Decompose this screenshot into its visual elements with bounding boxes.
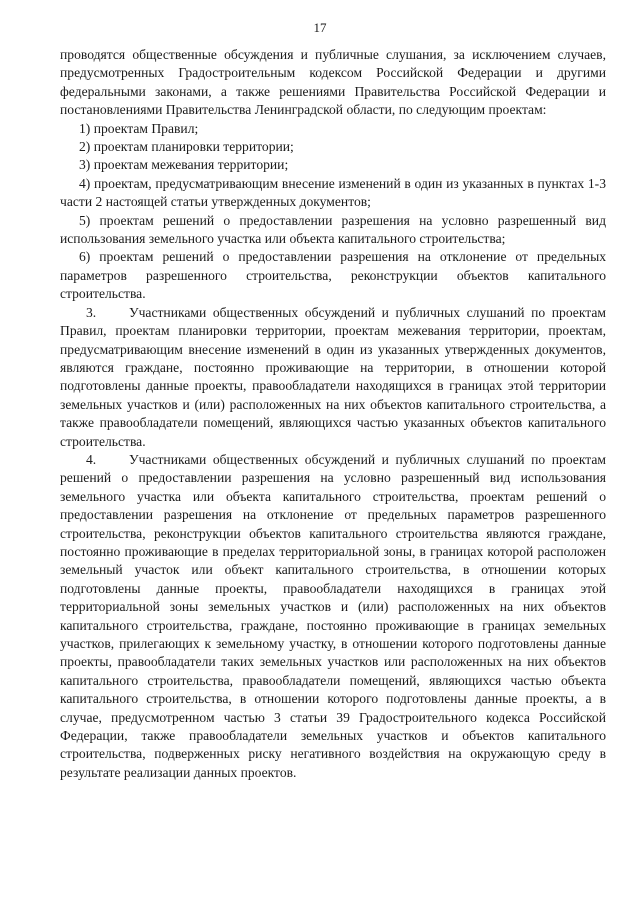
list-item-2: 2) проектам планировки территории; [79, 139, 294, 155]
paragraph-4: 4. Участниками общественных обсуждений и публичных слушаний по проектам решений о предоставлении разрешения на условно разрешенный вид использования земельного участка или объекта капитального строительства, проектам решений о предоставлении разрешения на отклонение от предельных параметров разрешенного строительства, реконструкции объектов капитального строительства являются граждане, постоянно проживающие в пределах территориальной зоны, в границах которой расположен земельный участок или объект капитального строительства, в отношении которых подготовлены данные проекты, правообладатели находящихся в границах этой территориальной зоны земельных участков и (или) расположенных на них объектов капитального строительства, граждане, постоянно проживающие в границах земельных участков, прилегающих к земельному участку, в отношении которого подготовлены данные проекты, правообладатели таких земельных участков или расположенных на них объектов капитального строительства, правообладатели помещений, являющихся частью объекта капитального строительства, в отношении которого подготовлены данные проекты, а в случае, предусмотренном частью 3 статьи 39 Градостроительного кодекса Российской Федерации, также правообладатели земельных участков и объектов капитального строительства, подверженных риску негативного воздействия на окружающую среду в результате реализации данных проектов. [60, 451, 606, 780]
list-item-5: 5) проектам решений о предоставлении разрешения на условно разрешенный вид использования земельного участка или объекта капитального строительства; [60, 212, 606, 247]
list-item-4: 4) проектам, предусматривающим внесение изменений в один из указанных в пунктах 1-3 части 2 настоящей статьи утвержденных документов; [60, 175, 606, 210]
paragraph-intro: проводятся общественные обсуждения и публичные слушания, за исключением случаев, предусмотренных Градостроительным кодексом Российской Федерации и другими федеральными законами, а также решениями Правительства Российской Федерации и постановлениями Правительства Ленинградской области, по следующим проектам: [60, 47, 606, 118]
list-item-1: 1) проектам Правил; [79, 120, 199, 136]
page-number: 17 [313, 20, 327, 35]
list-item-6: 6) проектам решений о предоставлении разрешения на отклонение от предельных параметров разрешенного строительства, реконструкции объектов капитального строительства. [60, 249, 606, 302]
list-item-3: 3) проектам межевания территории; [79, 157, 289, 173]
paragraph-3: 3. Участниками общественных обсуждений и публичных слушаний по проектам Правил, проектам планировки территории, проектам межевания территории, проектам, предусматривающим внесение изменений в один из указанных утвержденных документов, являются граждане, постоянно проживающие на территории, в отношении которой подготовлены данные проекты, правообладатели находящихся в границах этой территории земельных участков и (или) расположенных на них объектов капитального строительства, а также правообладатели помещений, являющихся частью указанных объектов капитального строительства. [60, 304, 606, 449]
document-body [60, 46, 606, 782]
